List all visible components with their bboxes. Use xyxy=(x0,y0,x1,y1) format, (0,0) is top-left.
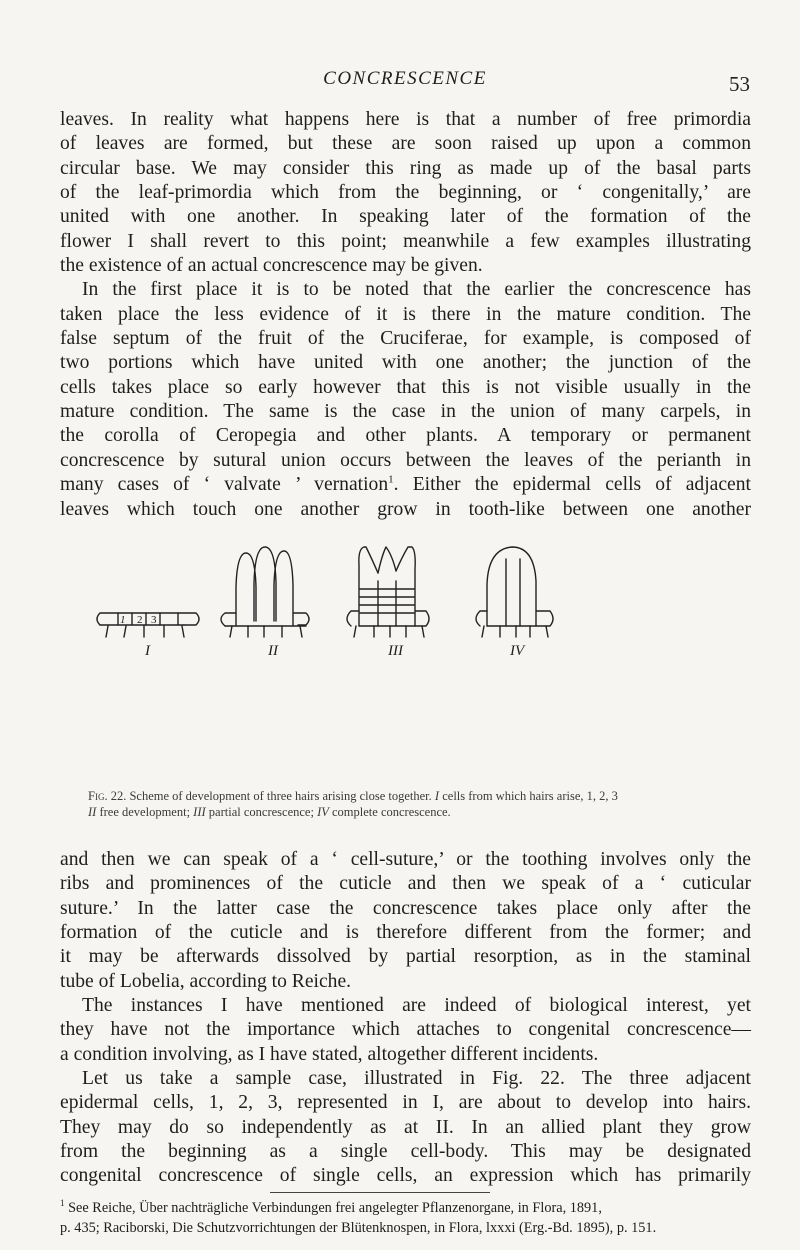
cell-number-3: 3 xyxy=(151,614,157,626)
stage-II-drawing xyxy=(221,547,309,637)
caption-line xyxy=(88,788,728,804)
text-line: congenital concrescence of single cells, an expression which has primarily xyxy=(60,1165,751,1187)
text-line: leaves. In reality what happens here is that a number of free primordia xyxy=(60,109,751,130)
text-line: epidermal cells, 1, 2, 3, represented in I, are about to develop into hairs. xyxy=(60,1092,751,1114)
text-line: two portions which have united with one another; the junction of the xyxy=(60,352,751,374)
text-line: concrescence by sutural union occurs between the leaves of the perianth in xyxy=(60,449,751,471)
figure-label-II: II xyxy=(268,643,278,659)
text-line: Let us take a sample case, illustrated in Fig. 22. The three adjacent xyxy=(82,1068,751,1090)
text-line: false septum of the fruit of the Cruciferae, for example, is composed of xyxy=(60,328,751,350)
stage-I-drawing xyxy=(97,613,199,637)
text-line: They may do so independently as at II. In an allied plant they grow xyxy=(60,1116,751,1138)
text-line: leaves which touch one another grow in tooth-like between one another xyxy=(60,498,751,520)
cell-number-1: 1 xyxy=(120,614,126,626)
caption-text: partial concrescence; xyxy=(208,805,314,819)
figure-label-III: III xyxy=(388,643,403,659)
text-line: cells takes place so early however that this is not visible usually in the xyxy=(60,376,751,398)
text-line: tube of Lobelia, according to Reiche. xyxy=(60,970,352,992)
text-line: a condition involving, as I have stated, altogether different incidents. xyxy=(60,1043,599,1065)
text-line: it may be afterwards dissolved by partial resorption, as in the staminal xyxy=(60,946,751,968)
text-line: of leaves are formed, but these are soon raised up upon a common xyxy=(60,133,751,155)
body-text-upper xyxy=(60,108,751,522)
text-line: suture.’ In the latter case the concrescence takes place only after the xyxy=(60,897,751,919)
text-line: taken place the less evidence of it is there in the mature condition. The xyxy=(60,303,751,325)
text-line: mature condition. The same is the case in the union of many carpels, in xyxy=(60,401,751,423)
figure-22 xyxy=(60,525,750,675)
figure-label-IV: IV xyxy=(510,643,525,659)
hair-development-diagram xyxy=(60,525,750,675)
stage-IV-drawing xyxy=(476,547,553,637)
caption-stage: IV xyxy=(317,805,329,819)
footnote-text: See Reiche, Über nachträgliche Verbindungen frei angelegter Pflanzenorgane, in Flora, 1891, xyxy=(68,1200,602,1216)
text-line: formation of the cuticle and is therefore different from the former; and xyxy=(60,922,751,944)
page-number: 53 xyxy=(729,72,750,96)
text-line: The instances I have mentioned are indeed of biological interest, yet xyxy=(82,995,751,1017)
stage-III-drawing xyxy=(347,547,429,637)
text-line: they have not the importance which attaches to congenital concrescence— xyxy=(60,1019,751,1041)
page-header xyxy=(60,68,750,98)
text-line: from the beginning as a single cell-body. This may be designated xyxy=(60,1141,751,1163)
text-fragment: many cases of ‘ valvate ’ vernation xyxy=(60,474,389,496)
footnote-line xyxy=(60,1198,751,1218)
caption-stage: I xyxy=(434,789,440,803)
caption-text: free development; xyxy=(99,805,191,819)
caption-text: Scheme of development of three hairs arising close together. xyxy=(129,789,432,803)
footnote xyxy=(60,1198,751,1238)
running-head: CONCRESCENCE xyxy=(323,68,487,89)
caption-text: cells from which hairs arise, 1, 2, 3 xyxy=(442,789,618,803)
caption-line xyxy=(88,804,728,820)
text-line: In the first place it is to be noted that the earlier the concrescence has xyxy=(82,279,751,301)
footnote-line: p. 435; Raciborski, Die Schutzvorrichtungen der Blütenknospen, in Flora, lxxxi (Erg.-Bd. 1895), p. 151. xyxy=(60,1220,657,1236)
caption-label: Fig. 22. xyxy=(88,789,127,803)
footnote-mark: 1 xyxy=(60,1198,65,1209)
text-line: united with one another. In speaking later of the formation of the xyxy=(60,206,751,228)
text-line: of the leaf-primordia which from the beginning, or ‘ congenitally,’ are xyxy=(60,182,751,204)
text-line: and then we can speak of a ‘ cell-suture,’ or the toothing involves only the xyxy=(60,849,751,870)
caption-text: complete concrescence. xyxy=(332,805,451,819)
body-text-lower xyxy=(60,848,751,1189)
caption-stage: II xyxy=(88,805,97,819)
text-line-with-footnote xyxy=(60,473,751,497)
figure-label-I: I xyxy=(145,643,150,659)
figure-caption xyxy=(88,788,728,820)
text-line: the existence of an actual concrescence may be given. xyxy=(60,255,483,277)
footnote-reference: 1 xyxy=(388,473,394,486)
cell-number-2: 2 xyxy=(137,614,143,626)
caption-stage: III xyxy=(193,805,206,819)
footnote-divider xyxy=(270,1192,490,1193)
text-line: ribs and prominences of the cuticle and then we speak of a ‘ cuticular xyxy=(60,873,751,895)
text-line: circular base. We may consider this ring as made up of the basal parts xyxy=(60,157,751,179)
text-fragment: . Either the epidermal cells of adjacent xyxy=(393,474,751,496)
text-line: flower I shall revert to this point; meanwhile a few examples illustrating xyxy=(60,230,751,252)
text-line: the corolla of Ceropegia and other plants. A temporary or permanent xyxy=(60,425,751,447)
